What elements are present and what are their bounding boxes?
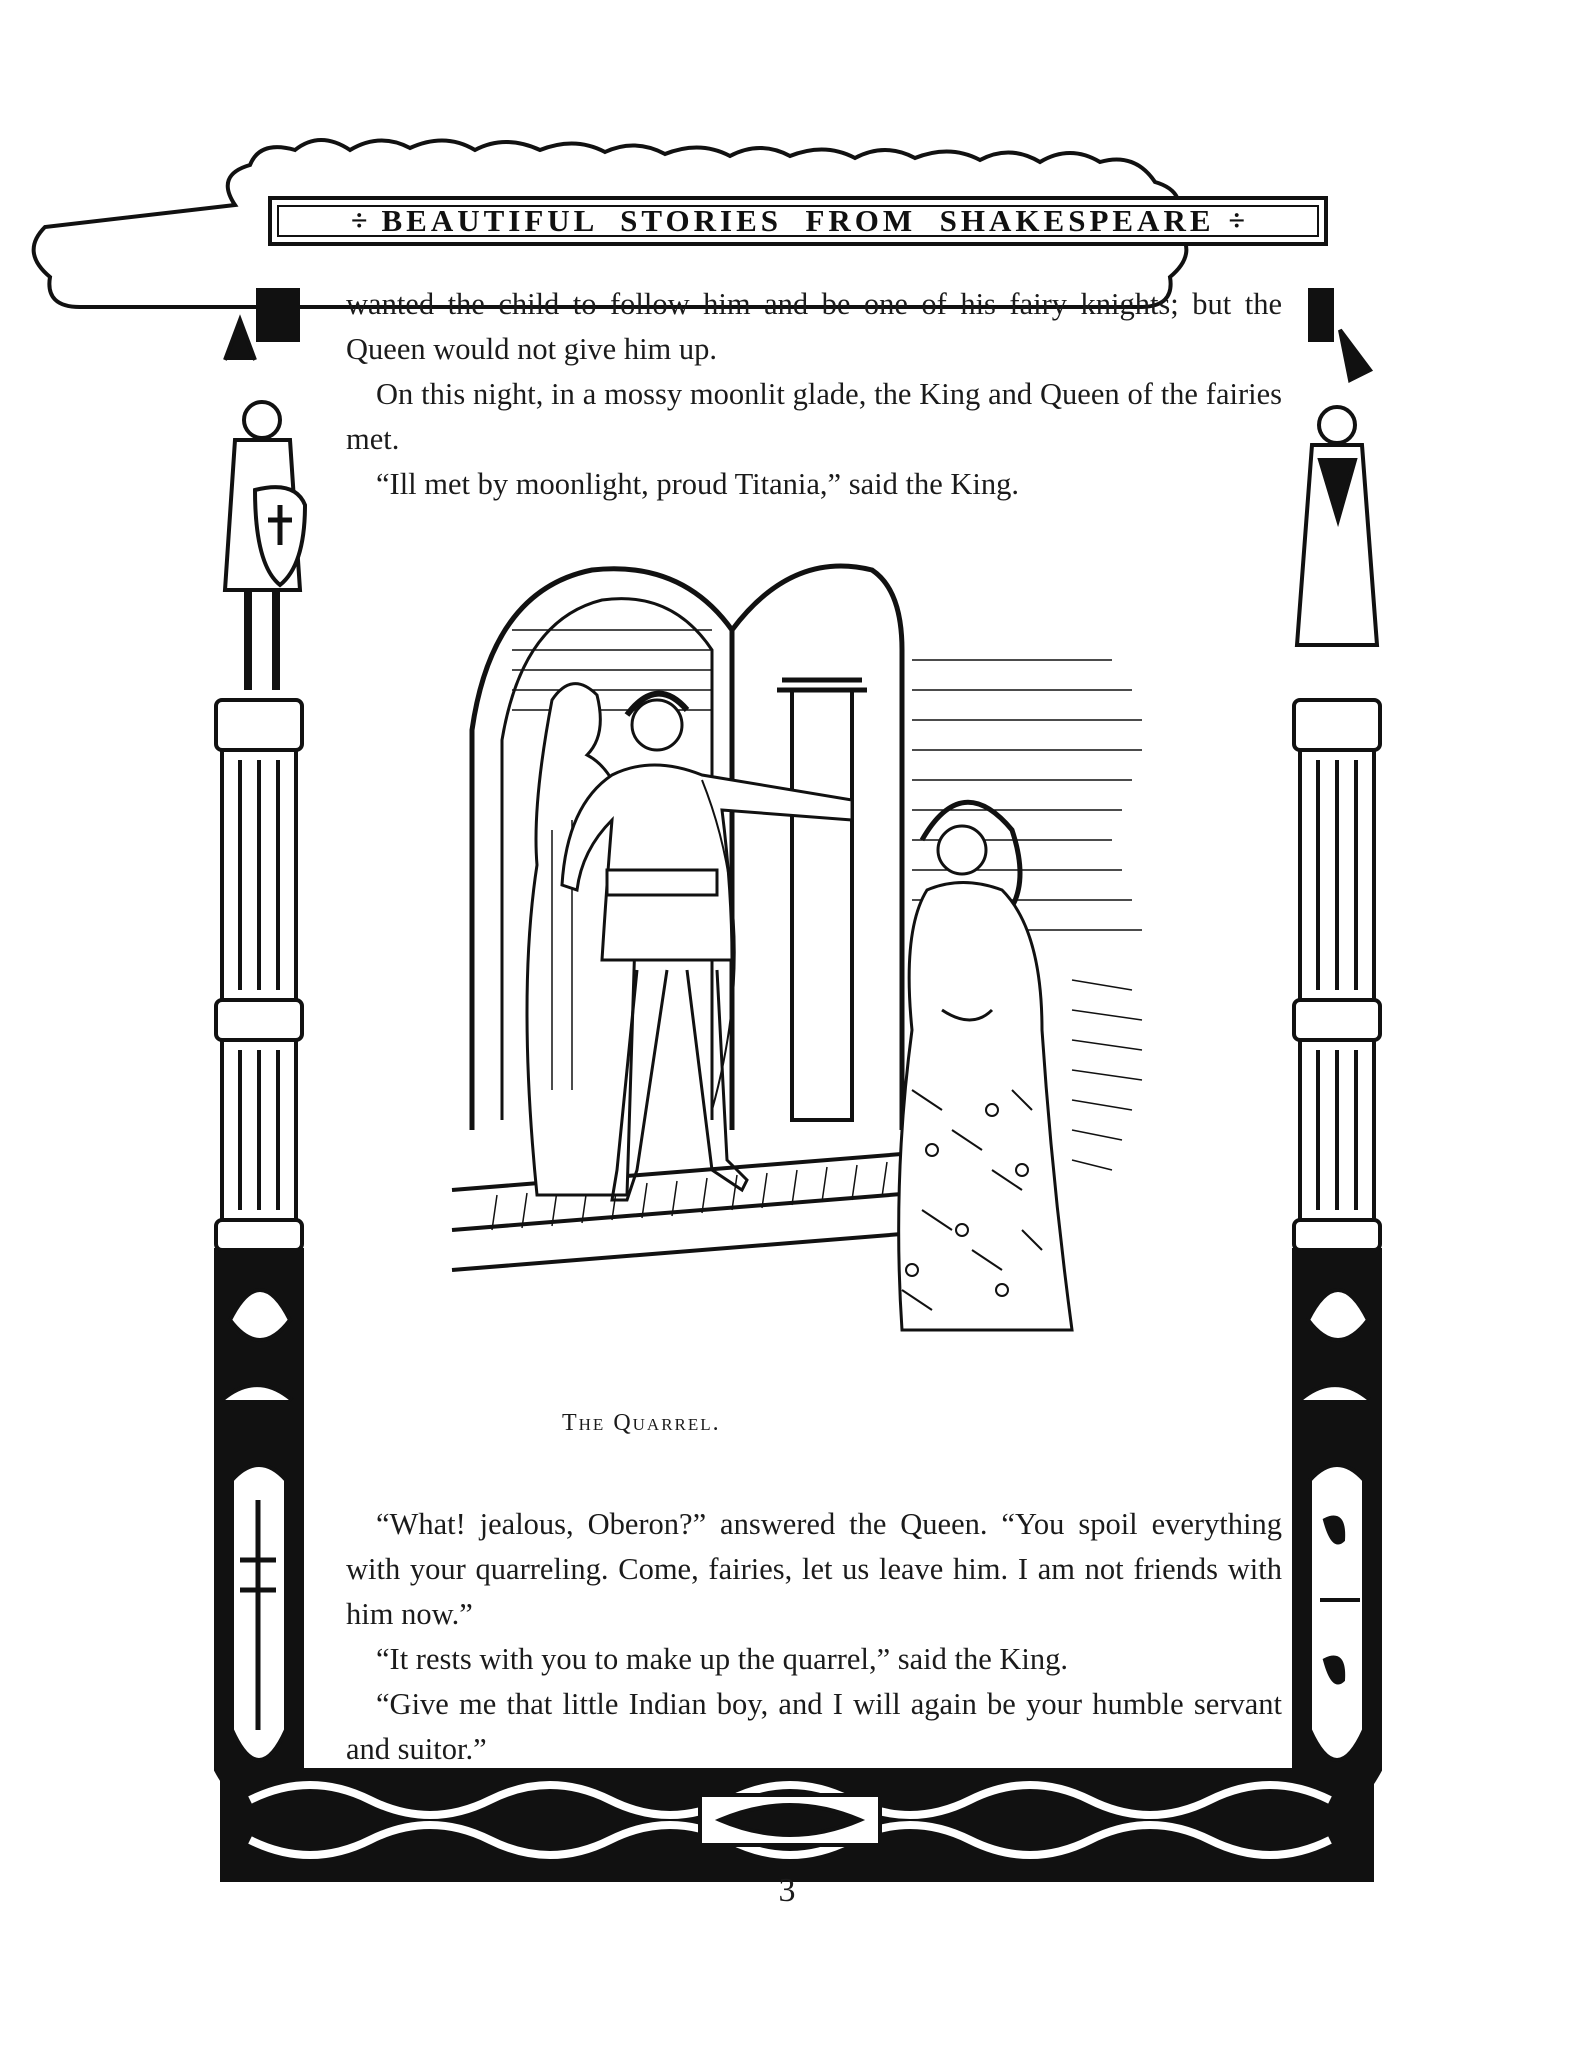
body-text-top xyxy=(346,282,1282,507)
paragraph: wanted the child to follow him and be one of his fairy knights; but the Queen would not give him up. xyxy=(346,287,1282,366)
paragraph: “Give me that little Indian boy, and I will again be your humble servant and suitor.” xyxy=(346,1687,1282,1766)
illustration-caption: The Quarrel. xyxy=(562,1410,721,1436)
paragraph: On this night, in a mossy moonlit glade, the King and Queen of the fairies met. xyxy=(346,377,1282,456)
body-text-bottom xyxy=(346,1502,1282,1772)
paragraph: “What! jealous, Oberon?” answered the Queen. “You spoil everything with your quarreling. Come, fairies, let us leave him. I am not friends with him now.” xyxy=(346,1507,1282,1631)
right-pillar xyxy=(1294,700,1380,1810)
lady-figure xyxy=(1297,290,1377,645)
book-title: BEAUTIFUL STORIES FROM SHAKESPEARE xyxy=(381,203,1215,238)
divide-ornament-icon: ÷ xyxy=(1228,204,1245,237)
engraving-illustration xyxy=(432,530,1172,1430)
divide-ornament-icon: ÷ xyxy=(351,204,368,237)
knight-figure xyxy=(225,290,305,690)
paragraph: “It rests with you to make up the quarrel,” said the King. xyxy=(376,1642,1068,1676)
paragraph: “Ill met by moonlight, proud Titania,” said the King. xyxy=(376,467,1019,501)
bottom-scroll-band xyxy=(222,1770,1372,1880)
header-banner xyxy=(268,196,1328,246)
left-pillar xyxy=(216,700,302,1810)
page-number: 3 xyxy=(778,1872,796,1909)
